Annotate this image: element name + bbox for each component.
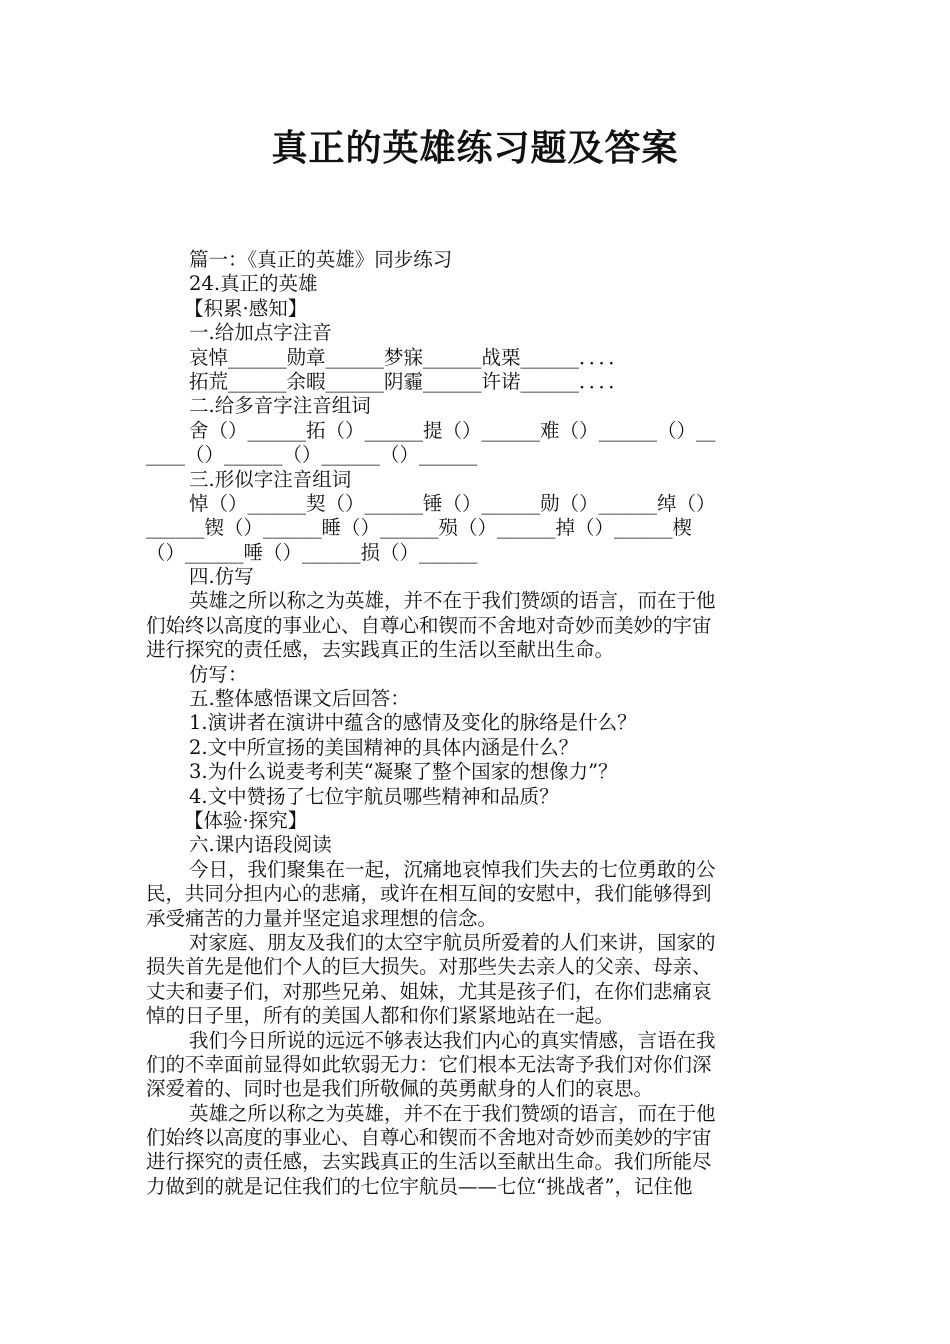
text-line: ____（）______（）______（）______ — [146, 443, 478, 467]
text-line: 悼的日子里，所有的美国人都和你们紧紧地站在一起。 — [146, 1004, 615, 1028]
text-line: 1.演讲者在演讲中蕴含的感情及变化的脉络是什么？ — [189, 711, 637, 735]
text-line: 哀悼______勋章______梦寐______战栗______．．．． — [189, 345, 628, 369]
text-line: 英雄之所以称之为英雄，并不在于我们赞颂的语言，而在于他 — [189, 1101, 716, 1125]
text-line: 承受痛苦的力量并坚定追求理想的信念。 — [146, 906, 498, 930]
text-line: 一.给加点字注音 — [189, 321, 332, 345]
text-line: （）______唾（）______损（）______ — [146, 540, 478, 564]
text-line: 丈夫和妻子们，对那些兄弟、姐妹，尤其是孩子们，在你们悲痛哀 — [146, 979, 712, 1003]
text-line: 今日，我们聚集在一起，沉痛地哀悼我们失去的七位勇敢的公 — [189, 857, 716, 881]
text-line: 力做到的就是记住我们的七位宇航员——七位“挑战者”，记住他 — [146, 1174, 693, 1198]
text-line: 2.文中所宣扬的美国精神的具体内涵是什么？ — [189, 735, 579, 759]
text-line: 五.整体感悟课文后回答： — [189, 687, 410, 711]
text-line: 仿写： — [189, 662, 248, 686]
text-line: 四.仿写 — [189, 565, 254, 589]
text-line: ______锲（）______睡（）______殒（）______掉（）______楔 — [146, 516, 693, 540]
text-line: 篇一：《真正的英雄》同步练习 — [189, 248, 453, 271]
text-line: 【积累·感知】 — [184, 296, 308, 320]
text-line: 舍（）______拓（）______提（）______难（）______（）__ — [189, 418, 716, 442]
text-line: 24.真正的英雄 — [189, 272, 318, 296]
document-title: 真正的英雄练习题及答案 — [271, 128, 679, 169]
text-line: 拓荒______余暇______阴霾______许诺______．．．． — [189, 369, 628, 393]
text-line: 三.形似字注音组词 — [189, 467, 352, 491]
text-line: 们始终以高度的事业心、自尊心和锲而不舍地对奇妙而美妙的宇宙 — [146, 613, 712, 637]
text-line: 4.文中赞扬了七位宇航员哪些精神和品质？ — [189, 784, 559, 808]
text-line: 二.给多音字注音组词 — [189, 394, 371, 418]
text-line: 进行探究的责任感，去实践真正的生活以至献出生命。 — [146, 638, 615, 662]
text-line: 对家庭、朋友及我们的太空宇航员所爱着的人们来讲，国家的 — [189, 930, 716, 954]
text-line: 【体验·探究】 — [184, 808, 308, 832]
text-line: 们始终以高度的事业心、自尊心和锲而不舍地对奇妙而美妙的宇宙 — [146, 1126, 712, 1150]
text-line: 民，共同分担内心的悲痛，或许在相互间的安慰中，我们能够得到 — [146, 882, 712, 906]
text-line: 进行探究的责任感，去实践真正的生活以至献出生命。我们所能尽 — [146, 1150, 712, 1174]
text-line: 3.为什么说麦考利芙“凝聚了整个国家的想像力”？ — [189, 760, 618, 784]
text-line: 损失首先是他们个人的巨大损失。对那些失去亲人的父亲、母亲、 — [146, 955, 712, 979]
text-line: 们的不幸面前显得如此软弱无力：它们根本无法寄予我们对你们深 — [146, 1052, 712, 1076]
text-line: 悼（）______契（）______锤（）______勋（）______绰（） — [189, 491, 716, 515]
text-line: 英雄之所以称之为英雄，并不在于我们赞颂的语言，而在于他 — [189, 589, 716, 613]
text-line: 深爱着的、同时也是我们所敬佩的英勇献身的人们的哀思。 — [146, 1077, 654, 1101]
document-body — [146, 248, 806, 1199]
text-line: 六.课内语段阅读 — [189, 833, 332, 857]
text-line: 我们今日所说的远远不够表达我们内心的真实情感，言语在我 — [189, 1028, 716, 1052]
